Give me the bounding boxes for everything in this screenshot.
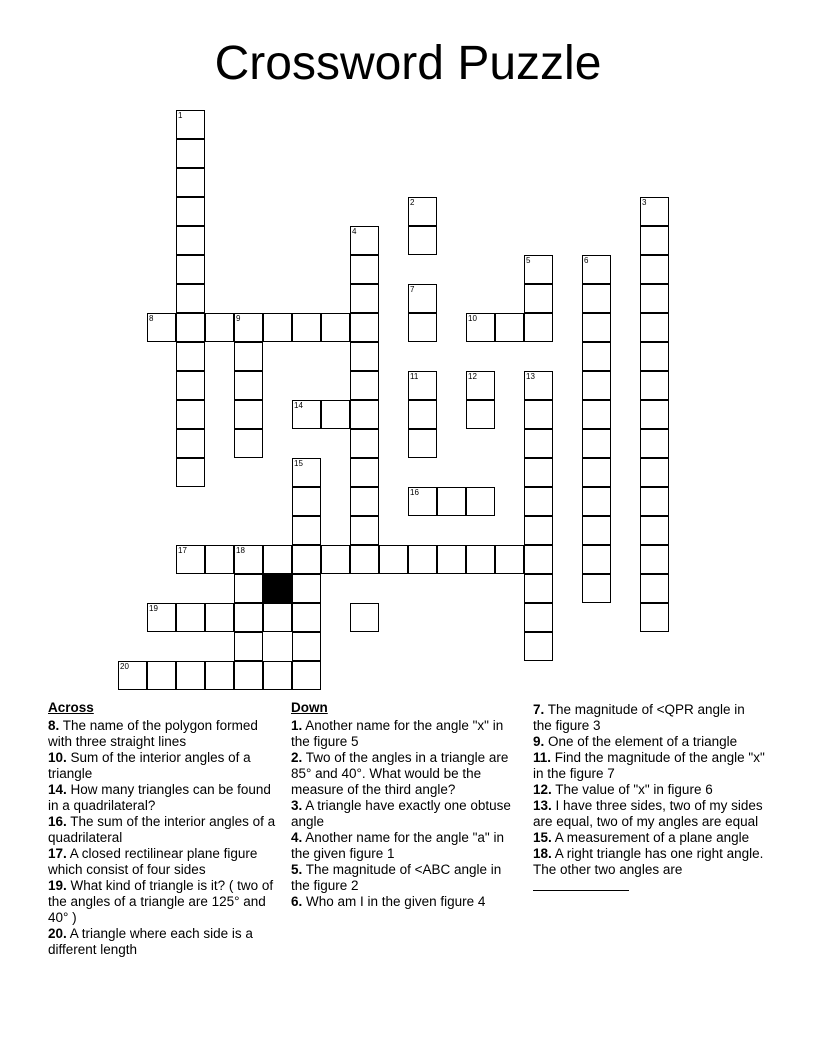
clue-number: 4. — [291, 830, 303, 845]
clue-text: The magnitude of <QPR angle in the figure 3 — [533, 702, 745, 733]
grid-cell[interactable] — [582, 313, 611, 342]
grid-cell[interactable] — [350, 255, 379, 284]
clue-text: A closed rectilinear plane figure which consist of four sides — [48, 846, 258, 877]
clue-number: 13 — [526, 372, 535, 381]
clue-number: 15 — [294, 459, 303, 468]
down-clue — [533, 702, 765, 734]
grid-cell[interactable] — [640, 487, 669, 516]
grid-cell[interactable] — [176, 168, 205, 197]
grid-cell[interactable] — [292, 458, 321, 487]
clue-number: 12 — [468, 372, 477, 381]
grid-cell[interactable] — [234, 313, 263, 342]
grid-cell[interactable] — [640, 603, 669, 632]
grid-cell[interactable] — [640, 371, 669, 400]
grid-cell[interactable] — [292, 603, 321, 632]
clue-text: The sum of the interior angles of a quadrilateral — [48, 814, 276, 845]
grid-cell[interactable] — [234, 371, 263, 400]
grid-cell[interactable] — [408, 197, 437, 226]
grid-cell[interactable] — [234, 603, 263, 632]
grid-cell[interactable] — [524, 603, 553, 632]
clue-text: The value of "x" in figure 6 — [551, 782, 713, 797]
grid-cell[interactable] — [640, 458, 669, 487]
grid-cell[interactable] — [524, 458, 553, 487]
grid-cell[interactable] — [292, 661, 321, 690]
grid-cell[interactable] — [176, 139, 205, 168]
across-clue — [48, 718, 280, 750]
clue-text: A triangle where each side is a different length — [48, 926, 253, 957]
grid-cell[interactable] — [379, 545, 408, 574]
grid-cell[interactable] — [466, 371, 495, 400]
clue-text: Another name for the angle "x" in the figure 5 — [291, 718, 504, 749]
grid-cell[interactable] — [524, 284, 553, 313]
grid-cell[interactable] — [350, 371, 379, 400]
clue-number: 5. — [291, 862, 303, 877]
grid-cell[interactable] — [408, 371, 437, 400]
grid-cell[interactable] — [176, 197, 205, 226]
clue-text: A measurement of a plane angle — [551, 830, 750, 845]
grid-cell[interactable] — [640, 545, 669, 574]
clue-number: 20. — [48, 926, 67, 941]
grid-cell[interactable] — [408, 226, 437, 255]
grid-cell[interactable] — [582, 487, 611, 516]
grid-cell[interactable] — [176, 255, 205, 284]
clue-number: 6 — [584, 256, 589, 265]
clue-text: Find the magnitude of the angle "x" in the figure 7 — [533, 750, 765, 781]
page-title: Crossword Puzzle — [214, 37, 602, 90]
across-clue — [48, 926, 280, 958]
grid-cell[interactable] — [640, 574, 669, 603]
down-clue — [533, 782, 765, 798]
grid-cell[interactable] — [147, 661, 176, 690]
clue-number: 3 — [642, 198, 647, 207]
clue-number: 18. — [533, 846, 552, 861]
grid-cell[interactable] — [466, 545, 495, 574]
clue-number: 19. — [48, 878, 67, 893]
clue-text: A right triangle has one right angle. The other two angles are — [533, 846, 764, 877]
grid-cell[interactable] — [292, 313, 321, 342]
grid-cell[interactable] — [408, 429, 437, 458]
down-clue — [291, 750, 523, 798]
grid-cell[interactable] — [263, 545, 292, 574]
grid-cell[interactable] — [408, 487, 437, 516]
grid-cell[interactable] — [640, 197, 669, 226]
grid-cell[interactable] — [234, 429, 263, 458]
clue-number: 10. — [48, 750, 67, 765]
clue-number: 13. — [533, 798, 552, 813]
clue-number: 11 — [410, 372, 419, 381]
grid-cell[interactable] — [640, 516, 669, 545]
clue-number: 2. — [291, 750, 303, 765]
grid-cell[interactable] — [205, 313, 234, 342]
down-clue — [291, 894, 523, 910]
down-clue — [533, 846, 765, 878]
clue-number: 18 — [236, 546, 245, 555]
grid-cell[interactable] — [582, 255, 611, 284]
down-clue — [533, 734, 765, 750]
grid-cell[interactable] — [437, 545, 466, 574]
down-clue — [291, 798, 523, 830]
grid-cell[interactable] — [582, 545, 611, 574]
clue-number: 16. — [48, 814, 67, 829]
answer-blank-line — [533, 878, 629, 891]
clue-number: 10 — [468, 314, 477, 323]
down-clue — [291, 830, 523, 862]
grid-cell[interactable] — [176, 661, 205, 690]
grid-cell[interactable] — [582, 342, 611, 371]
grid-cell[interactable] — [176, 603, 205, 632]
clue-number: 12. — [533, 782, 552, 797]
grid-cell[interactable] — [292, 516, 321, 545]
clue-number: 6. — [291, 894, 303, 909]
grid-cell[interactable] — [640, 284, 669, 313]
clue-text: The magnitude of <ABC angle in the figure 2 — [291, 862, 502, 893]
grid-cell[interactable] — [234, 545, 263, 574]
clue-number: 3. — [291, 798, 303, 813]
clue-number: 11. — [533, 750, 552, 765]
grid-cell[interactable] — [524, 400, 553, 429]
grid-cell[interactable] — [205, 603, 234, 632]
down-clue-list-continued — [533, 702, 765, 878]
down-clue — [291, 862, 523, 894]
grid-cell[interactable] — [524, 429, 553, 458]
grid-cell[interactable] — [350, 226, 379, 255]
grid-cell[interactable] — [524, 371, 553, 400]
clue-text: I have three sides, two of my sides are equal, two of my angles are equal — [533, 798, 763, 829]
down-clue-list — [291, 718, 523, 910]
grid-cell[interactable] — [350, 516, 379, 545]
grid-cell[interactable] — [176, 226, 205, 255]
clue-number: 8. — [48, 718, 60, 733]
clue-number: 7. — [533, 702, 545, 717]
clue-number: 16 — [410, 488, 419, 497]
clue-text: Sum of the interior angles of a triangle — [48, 750, 251, 781]
grid-cell[interactable] — [524, 545, 553, 574]
across-clue — [48, 814, 280, 846]
grid-cell[interactable] — [582, 516, 611, 545]
clue-text: What kind of triangle is it? ( two of the angles of a triangle are 125° and 40° ) — [48, 878, 274, 925]
grid-cell[interactable] — [582, 574, 611, 603]
grid-cell[interactable] — [263, 661, 292, 690]
black-square — [263, 574, 292, 603]
clue-number: 1. — [291, 718, 303, 733]
grid-cell[interactable] — [234, 400, 263, 429]
grid-cell[interactable] — [350, 342, 379, 371]
grid-cell[interactable] — [118, 661, 147, 690]
across-heading: Across — [48, 700, 94, 715]
down-heading: Down — [291, 700, 328, 715]
grid-cell[interactable] — [234, 574, 263, 603]
clue-number: 5 — [526, 256, 531, 265]
clue-number: 17. — [48, 846, 67, 861]
clue-number: 1 — [178, 111, 183, 120]
grid-cell[interactable] — [176, 371, 205, 400]
clue-number: 17 — [178, 546, 187, 555]
across-clue — [48, 750, 280, 782]
grid-cell[interactable] — [350, 603, 379, 632]
grid-cell[interactable] — [524, 255, 553, 284]
clue-text: Who am I in the given figure 4 — [302, 894, 486, 909]
clue-number: 4 — [352, 227, 357, 236]
grid-cell[interactable] — [437, 487, 466, 516]
across-clue — [48, 846, 280, 878]
clue-number: 2 — [410, 198, 415, 207]
clue-text: The name of the polygon formed with three straight lines — [48, 718, 258, 749]
clue-text: A triangle have exactly one obtuse angle — [291, 798, 511, 829]
down-clue — [533, 750, 765, 782]
grid-cell[interactable] — [408, 313, 437, 342]
grid-cell[interactable] — [582, 371, 611, 400]
clue-number: 9. — [533, 734, 545, 749]
grid-cell[interactable] — [350, 487, 379, 516]
clue-text: How many triangles can be found in a quadrilateral? — [48, 782, 271, 813]
grid-cell[interactable] — [292, 400, 321, 429]
grid-cell[interactable] — [582, 284, 611, 313]
down-clue — [533, 830, 765, 846]
grid-cell[interactable] — [263, 603, 292, 632]
grid-cell[interactable] — [176, 342, 205, 371]
grid-cell[interactable] — [350, 545, 379, 574]
across-clue — [48, 878, 280, 926]
grid-cell[interactable] — [640, 313, 669, 342]
grid-cell[interactable] — [263, 313, 292, 342]
clue-number: 9 — [236, 314, 241, 323]
grid-cell[interactable] — [582, 429, 611, 458]
clue-number: 19 — [149, 604, 158, 613]
down-clue — [533, 798, 765, 830]
grid-cell[interactable] — [466, 487, 495, 516]
grid-cell[interactable] — [321, 400, 350, 429]
grid-cell[interactable] — [234, 632, 263, 661]
grid-cell[interactable] — [408, 400, 437, 429]
grid-cell[interactable] — [350, 284, 379, 313]
grid-cell[interactable] — [466, 313, 495, 342]
grid-cell[interactable] — [495, 313, 524, 342]
grid-cell[interactable] — [234, 661, 263, 690]
grid-cell[interactable] — [292, 632, 321, 661]
grid-cell[interactable] — [495, 545, 524, 574]
grid-cell[interactable] — [524, 487, 553, 516]
grid-cell[interactable] — [350, 458, 379, 487]
grid-cell[interactable] — [147, 603, 176, 632]
grid-cell[interactable] — [640, 226, 669, 255]
grid-cell[interactable] — [582, 458, 611, 487]
grid-cell[interactable] — [640, 342, 669, 371]
clue-number: 15. — [533, 830, 552, 845]
grid-cell[interactable] — [582, 400, 611, 429]
grid-cell[interactable] — [408, 545, 437, 574]
down-clue — [291, 718, 523, 750]
clue-number: 14. — [48, 782, 67, 797]
grid-cell[interactable] — [147, 313, 176, 342]
grid-cell[interactable] — [205, 545, 234, 574]
across-clue-list — [48, 718, 280, 958]
grid-cell[interactable] — [234, 342, 263, 371]
down-clues-continued — [533, 702, 765, 895]
grid-cell[interactable] — [176, 313, 205, 342]
down-clues — [291, 700, 523, 910]
grid-cell[interactable] — [350, 313, 379, 342]
grid-cell[interactable] — [176, 429, 205, 458]
clue-text: Two of the angles in a triangle are 85° and 40°. What would be the measure of the third angle? — [291, 750, 509, 797]
grid-cell[interactable] — [524, 574, 553, 603]
grid-cell[interactable] — [640, 429, 669, 458]
grid-cell[interactable] — [408, 284, 437, 313]
grid-cell[interactable] — [176, 400, 205, 429]
clue-text: Another name for the angle "a" in the given figure 1 — [291, 830, 504, 861]
grid-cell[interactable] — [176, 458, 205, 487]
grid-cell[interactable] — [350, 400, 379, 429]
grid-cell[interactable] — [524, 516, 553, 545]
clue-number: 7 — [410, 285, 415, 294]
grid-cell[interactable] — [292, 487, 321, 516]
grid-cell[interactable] — [524, 313, 553, 342]
grid-cell[interactable] — [176, 545, 205, 574]
grid-cell[interactable] — [640, 255, 669, 284]
grid-cell[interactable] — [292, 545, 321, 574]
grid-cell[interactable] — [466, 400, 495, 429]
grid-cell[interactable] — [176, 110, 205, 139]
grid-cell[interactable] — [321, 313, 350, 342]
grid-cell[interactable] — [205, 661, 234, 690]
clue-number: 8 — [149, 314, 154, 323]
clue-number: 20 — [120, 662, 129, 671]
across-clues — [48, 700, 280, 958]
grid-cell[interactable] — [640, 400, 669, 429]
across-clue — [48, 782, 280, 814]
grid-cell[interactable] — [524, 632, 553, 661]
grid-cell[interactable] — [292, 574, 321, 603]
clue-text: One of the element of a triangle — [544, 734, 738, 749]
grid-cell[interactable] — [350, 429, 379, 458]
grid-cell[interactable] — [321, 545, 350, 574]
grid-cell[interactable] — [176, 284, 205, 313]
clue-number: 14 — [294, 401, 303, 410]
